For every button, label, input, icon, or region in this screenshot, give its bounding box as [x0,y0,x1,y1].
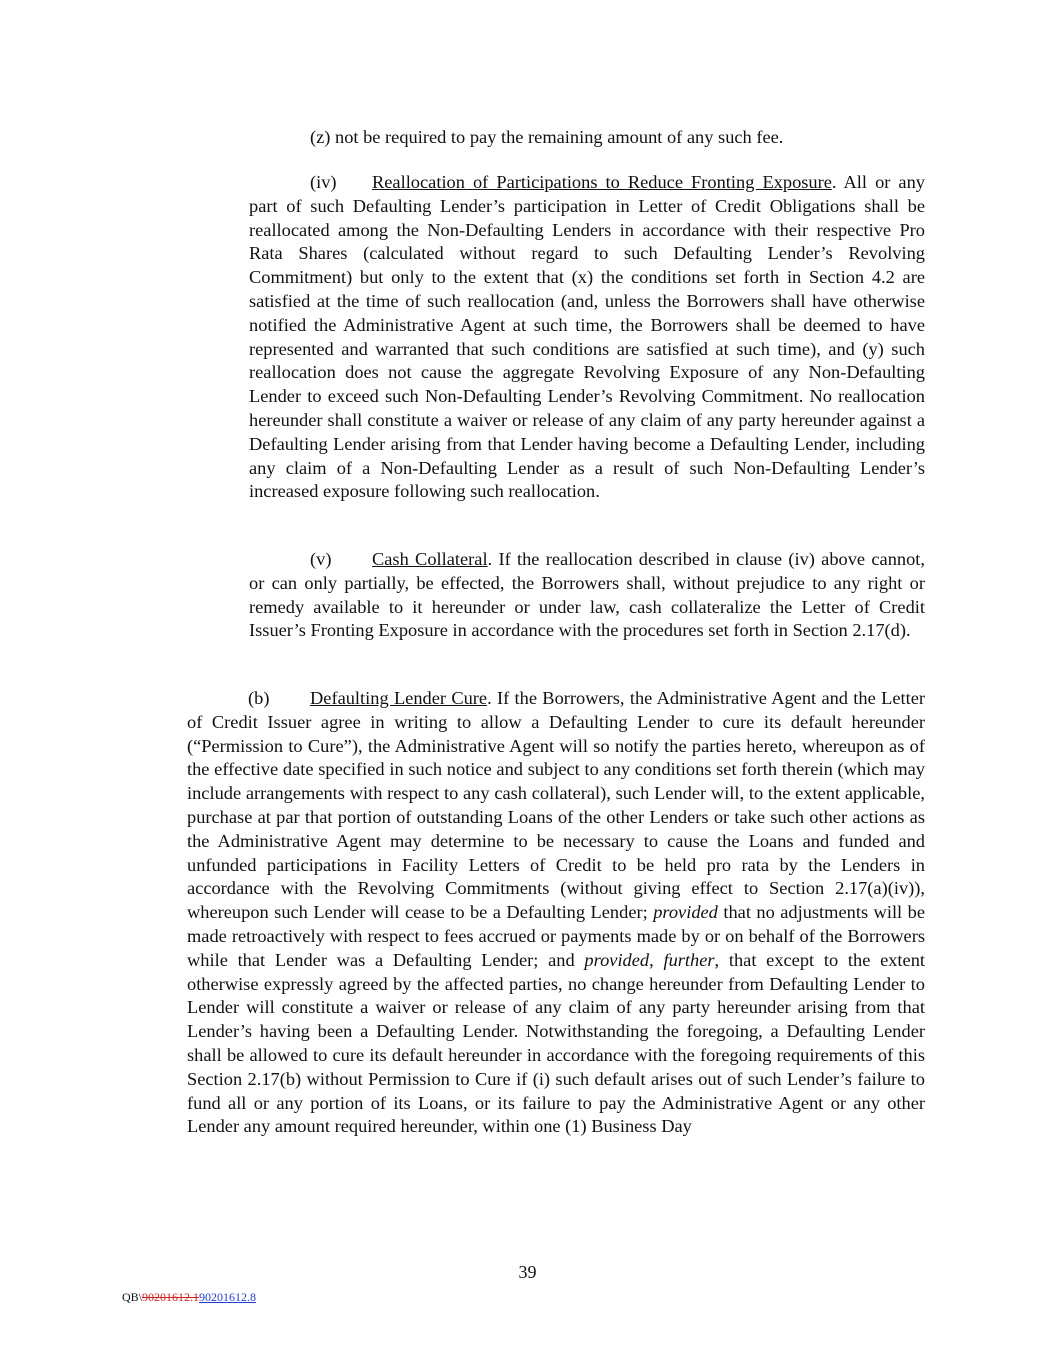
paragraph-iv-body: . All or any part of such Defaulting Lender’s participation in Letter of Credit Obligations shall be reallocated among the Non-Defaulting Lenders in accordance with their respective Pro Rata Shares (calculated without regard to such Defaulting Lender’s Revolving Commitment) but only to the extent that (x) the conditions set forth in Section 4.2 are satisfied at the time of such reallocation (and, unless the Borrowers shall have otherwise notified the Administrative Agent at such time, the Borrowers shall be deemed to have represented and warranted that such conditions are satisfied at such time), and (y) such reallocation does not cause the aggregate Revolving Exposure of any Non-Defaulting Lender to exceed such Non-Defaulting Lender’s Revolving Commitment. No reallocation hereunder shall constitute a waiver or release of any claim of any party hereunder against a Defaulting Lender arising from that Lender having become a Defaulting Lender, including any claim of a Non-Defaulting Lender as a result of such Non-Defaulting Lender’s increased exposure following such reallocation. [249,172,925,502]
paragraph-b-separator: , [649,949,664,970]
paragraph-b [187,687,925,1139]
paragraph-b-italic-provided-2: provided [584,949,650,970]
paragraph-v-heading: Cash Collateral [372,549,488,569]
paragraph-v-number: (v) [310,549,332,569]
paragraph-v-body: . If the reallocation described in clause (iv) above cannot, or can only partially, be effected, the Borrowers shall, without prejudice to any right or remedy available to it hereunder or under law, cash collateralize the Letter of Credit Issuer’s Fronting Exposure in accordance with the procedures set forth in Section 2.17(d). [249,549,925,641]
document-id-inserted: 90201612.8 [199,1290,257,1304]
document-id-prefix: QB\ [122,1290,143,1304]
paragraph-z-text: (z) not be required to pay the remaining amount of any such fee. [310,127,784,147]
paragraph-b-number: (b) [248,688,270,708]
paragraph-b-body-1: . If the Borrowers, the Administrative Agent and the Letter of Credit Issuer agree in writing to allow a Defaulting Lender to cure its default hereunder (“Permission to Cure”), the Administrative Agent will so notify the parties hereto, whereupon as of the effective date specified in such notice and subject to any conditions set forth therein (which may include arrangements with respect to any cash collateral), such Lender will, to the extent applicable, purchase at par that portion of outstanding Loans of the other Lenders or take such other actions as the Administrative Agent may determine to be necessary to cause the Loans and funded and unfunded participations in Facility Letters of Credit to be held pro rata by the Lenders in accordance with the Revolving Commitments (without giving effect to Section 2.17(a)(iv)), whereupon such Lender will cease to be a Defaulting Lender; [187,688,925,923]
paragraph-b-heading: Defaulting Lender Cure [310,688,488,708]
paragraph-z [249,126,925,150]
page-number: 39 [518,1262,537,1282]
paragraph-v [249,548,925,643]
document-id-deleted: 90201612.1 [142,1290,200,1304]
paragraph-iv-heading: Reallocation of Participations to Reduce Fronting Exposure [372,172,832,192]
paragraph-b-body-3: , that except to the extent otherwise expressly agreed by the affected parties, no change hereunder from Defaulting Lender to Lender will constitute a waiver or release of any claim of any party hereunder arising from that Lender’s having been a Defaulting Lender. Notwithstanding the foregoing, a Defaulting Lender shall be allowed to cure its default hereunder in accordance with the foregoing requirements of this Section 2.17(b) without Permission to Cure if (i) such default arises out of such Lender’s failure to fund all or any portion of its Loans, or its failure to pay the Administrative Agent or any other Lender any amount required hereunder, within one (1) Business Day [187,949,926,1137]
paragraph-iv-number: (iv) [310,172,337,192]
paragraph-b-italic-further: further [663,949,715,970]
document-id-footer [122,1290,256,1304]
paragraph-b-italic-provided: provided [653,902,718,923]
paragraph-b-body-2: that no adjustments will be made retroactively with respect to fees accrued or payments made by or on behalf of the Borrowers while that Lender was a Defaulting Lender; and [187,902,925,970]
paragraph-iv [249,171,925,504]
